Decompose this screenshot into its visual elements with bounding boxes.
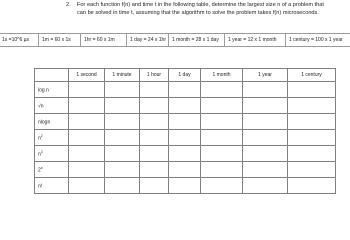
answer-cell[interactable]: [201, 178, 243, 194]
answer-cell[interactable]: [201, 146, 243, 162]
answer-cell[interactable]: [140, 162, 169, 178]
answer-cell[interactable]: [288, 82, 336, 98]
column-header: 1 minute: [105, 69, 140, 82]
answer-cell[interactable]: [69, 130, 105, 146]
unit-definition: 1 century = 100 x 1 year: [285, 34, 350, 46]
answer-cell[interactable]: [105, 146, 140, 162]
answer-cell[interactable]: [288, 130, 336, 146]
problem-number: 2.: [66, 2, 71, 8]
column-header: 1 day: [169, 69, 201, 82]
answer-cell[interactable]: [201, 130, 243, 146]
table-row: [35, 162, 336, 178]
answer-cell[interactable]: [105, 162, 140, 178]
answer-cell[interactable]: [201, 162, 243, 178]
answer-cell[interactable]: [169, 178, 201, 194]
unit-definition: 1 day = 24 x 1hr: [126, 34, 168, 46]
function-label: log n: [35, 82, 69, 98]
unit-definition: 1m = 60 x 1s: [38, 34, 80, 46]
answer-cell[interactable]: [243, 114, 288, 130]
column-header: 1 century: [288, 69, 336, 82]
answer-cell[interactable]: [169, 98, 201, 114]
table-header-row: [35, 69, 336, 82]
column-header: 1 second: [69, 69, 105, 82]
answer-cell[interactable]: [243, 178, 288, 194]
answer-cell[interactable]: [169, 82, 201, 98]
answer-cell[interactable]: [140, 114, 169, 130]
table-row: [35, 146, 336, 162]
answer-cell[interactable]: [105, 98, 140, 114]
answer-cell[interactable]: [140, 98, 169, 114]
function-label: n!: [35, 178, 69, 194]
answer-cell[interactable]: [288, 162, 336, 178]
answer-cell[interactable]: [69, 146, 105, 162]
answer-cell[interactable]: [243, 82, 288, 98]
table-row: [35, 130, 336, 146]
column-header: 1 year: [243, 69, 288, 82]
answer-cell[interactable]: [169, 130, 201, 146]
answer-cell[interactable]: [201, 114, 243, 130]
answer-cell[interactable]: [140, 146, 169, 162]
function-label: $n^3$: [35, 146, 69, 162]
unit-definition: 1 year = 12 x 1 month: [224, 34, 285, 46]
answer-cell[interactable]: [288, 146, 336, 162]
answer-cell[interactable]: [105, 178, 140, 194]
answer-cell[interactable]: [243, 162, 288, 178]
answer-cell[interactable]: [69, 162, 105, 178]
function-label: nlogn: [35, 114, 69, 130]
answer-cell[interactable]: [69, 98, 105, 114]
answer-cell[interactable]: [201, 98, 243, 114]
problem-statement: [66, 2, 328, 17]
table-row: [35, 178, 336, 194]
solution-table: [34, 68, 336, 194]
answer-cell[interactable]: [69, 178, 105, 194]
answer-cell[interactable]: [201, 82, 243, 98]
answer-cell[interactable]: [169, 146, 201, 162]
answer-cell[interactable]: [140, 130, 169, 146]
function-label: √n: [35, 98, 69, 114]
answer-cell[interactable]: [140, 178, 169, 194]
table-row: [35, 114, 336, 130]
column-header: 1 hour: [140, 69, 169, 82]
answer-cell[interactable]: [105, 130, 140, 146]
answer-cell[interactable]: [105, 114, 140, 130]
answer-cell[interactable]: [288, 114, 336, 130]
function-label: 2$^n$: [35, 162, 69, 178]
answer-cell[interactable]: [288, 98, 336, 114]
unit-definition: 1s =10^6 µs: [2, 37, 30, 43]
time-unit-definitions: [0, 33, 350, 47]
answer-cell[interactable]: [288, 178, 336, 194]
answer-cell[interactable]: [243, 130, 288, 146]
answer-cell[interactable]: [169, 162, 201, 178]
function-label: $n^2$: [35, 130, 69, 146]
problem-text: For each function f(n) and time t in the following table, determine the largest size n of a problem that can be solved in time t, assuming that the algorithm to solve the problem takes f(n) microseconds.: [77, 2, 324, 16]
answer-cell[interactable]: [243, 146, 288, 162]
table-row: [35, 98, 336, 114]
corner-cell: [35, 69, 69, 82]
answer-cell[interactable]: [105, 82, 140, 98]
unit-definition: 1 month = 28 x 1 day: [168, 34, 224, 46]
answer-cell[interactable]: [69, 82, 105, 98]
unit-definition: 1hr = 60 x 1m: [80, 34, 126, 46]
table-row: [35, 82, 336, 98]
answer-cell[interactable]: [243, 98, 288, 114]
answer-cell[interactable]: [169, 114, 201, 130]
column-header: 1 month: [201, 69, 243, 82]
answer-cell[interactable]: [140, 82, 169, 98]
answer-cell[interactable]: [69, 114, 105, 130]
